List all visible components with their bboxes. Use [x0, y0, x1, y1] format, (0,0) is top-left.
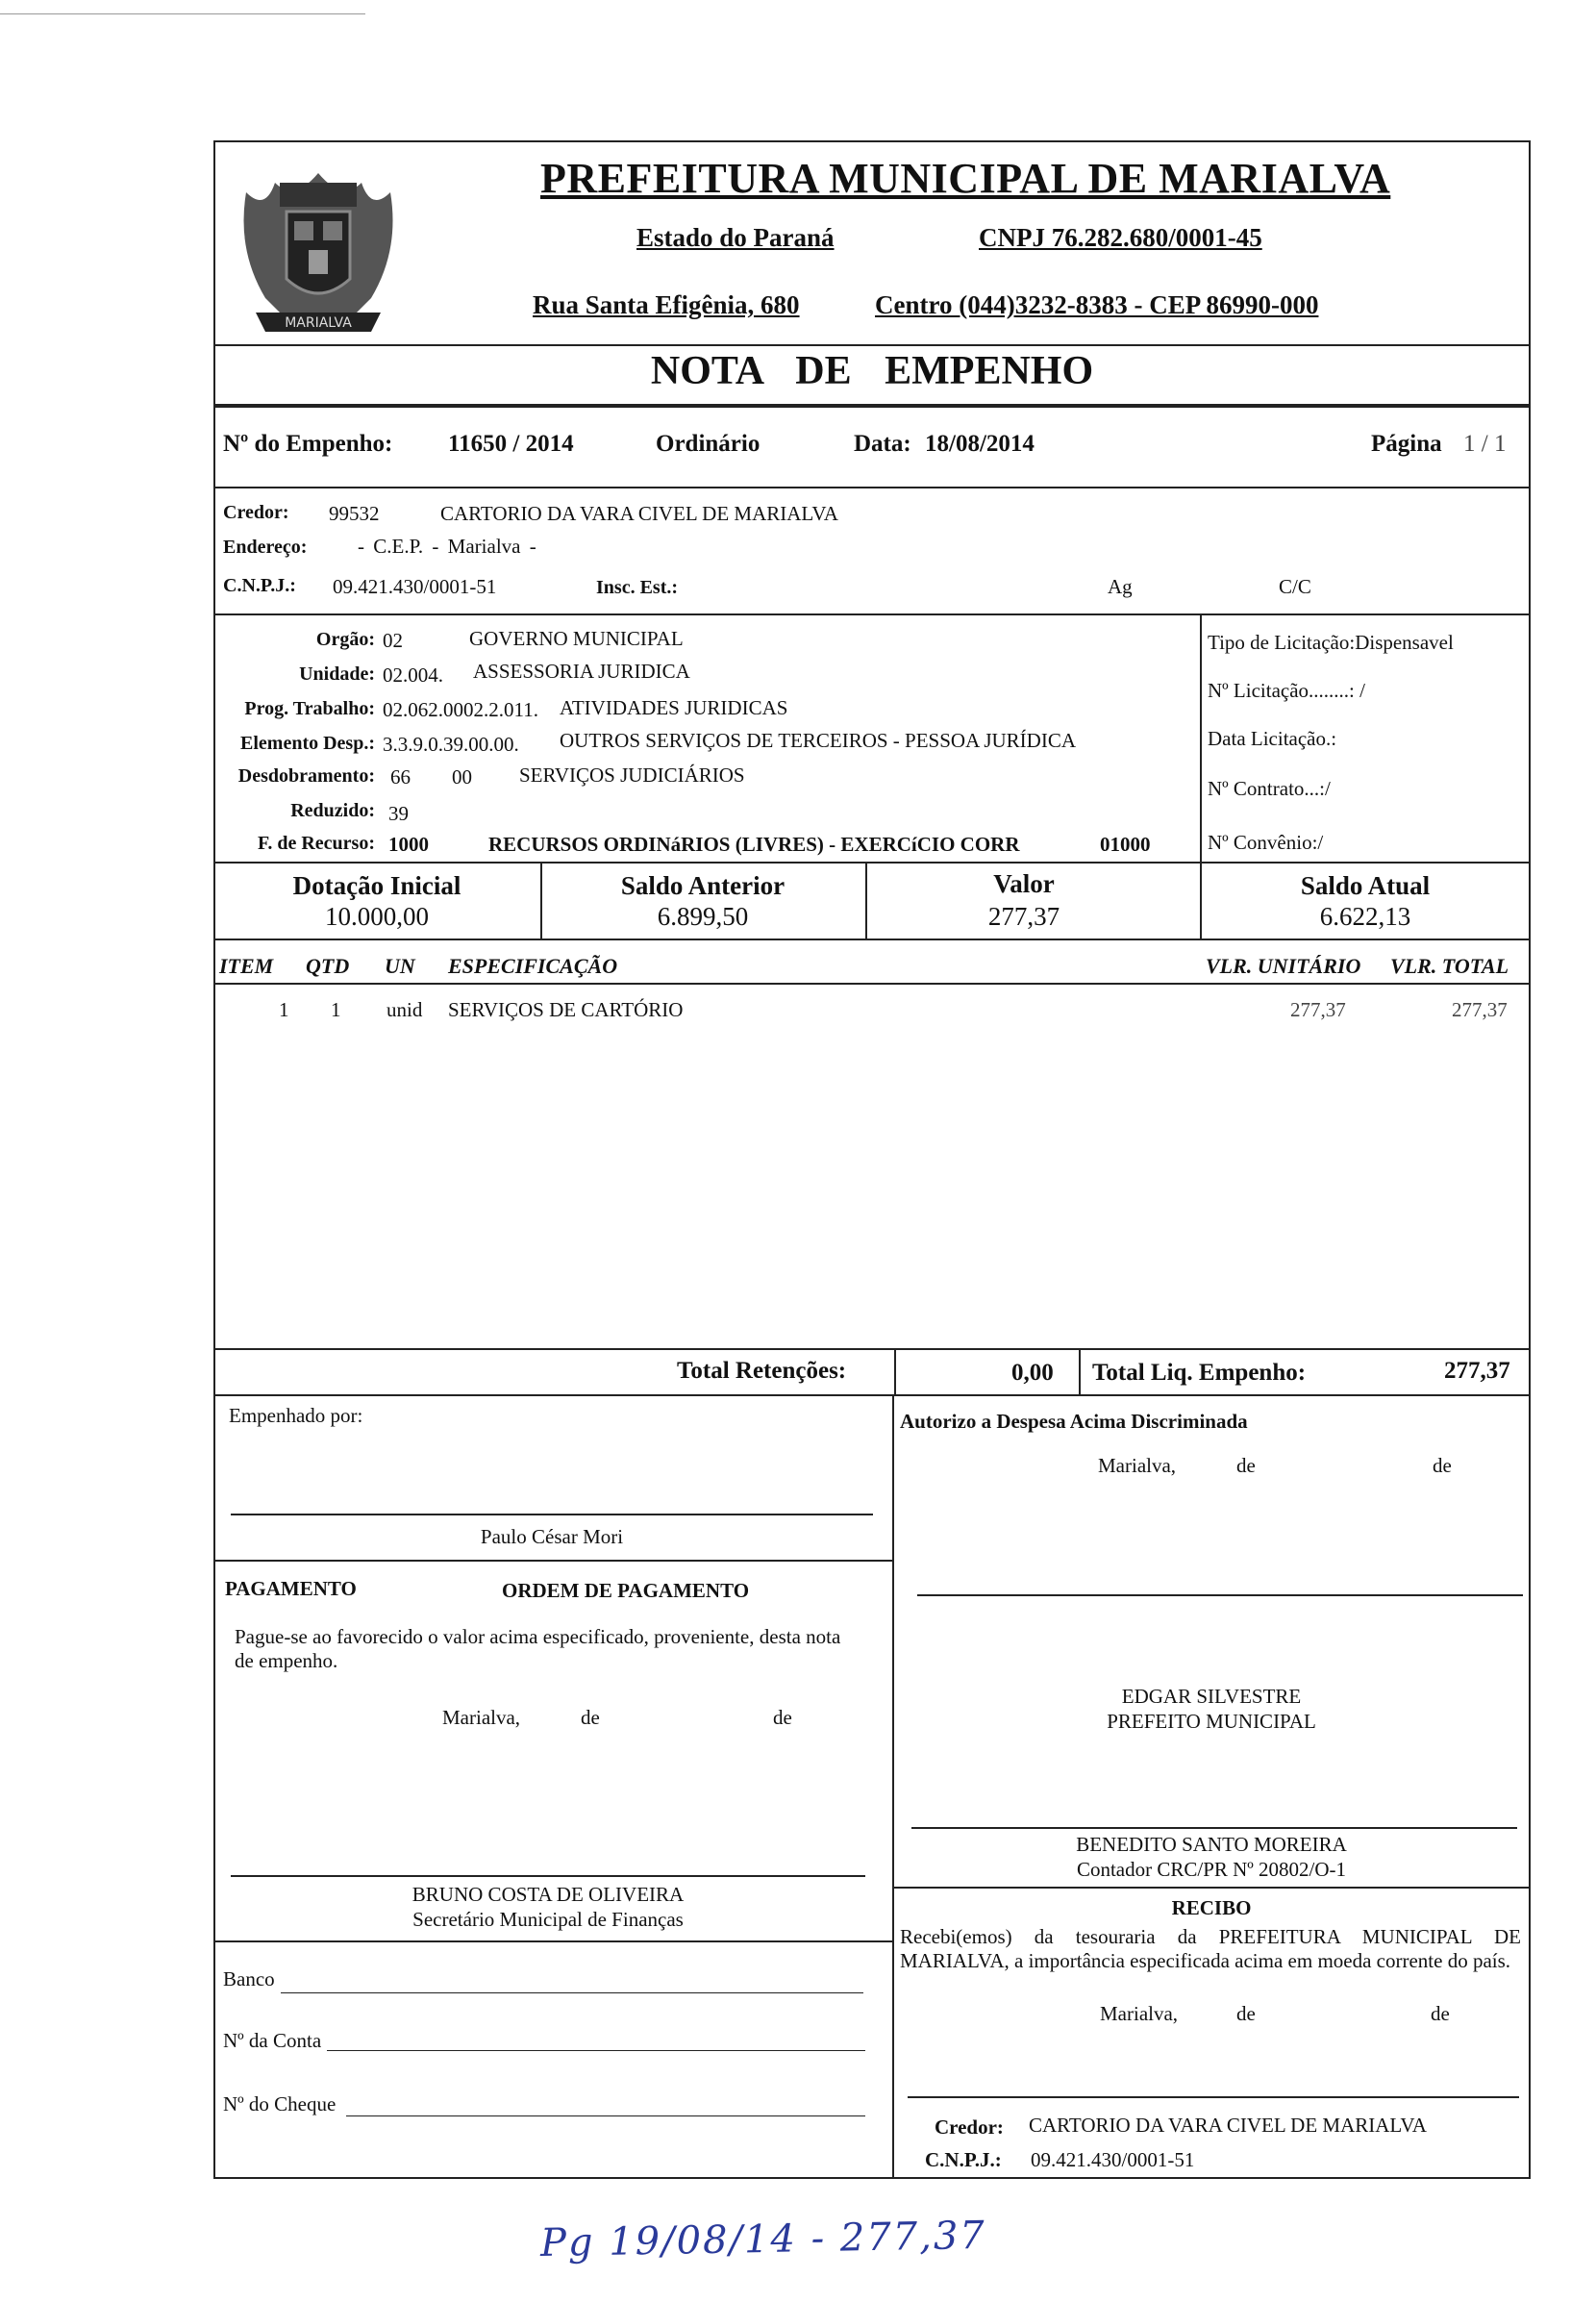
- orgao-label: Orgão:: [315, 629, 375, 650]
- divider: [892, 1887, 1531, 1889]
- divider: [213, 1394, 1531, 1396]
- divider: [1200, 613, 1202, 862]
- signature-line: [231, 1514, 873, 1515]
- recibo-credor: CARTORIO DA VARA CIVEL DE MARIALVA: [1029, 2114, 1427, 2137]
- autorizo-de2: de: [1433, 1454, 1452, 1477]
- divider: [213, 1940, 892, 1942]
- fonte-label: F. de Recurso:: [257, 833, 375, 854]
- desd-code2: 00: [452, 765, 472, 789]
- prog-name: ATIVIDADES JURIDICAS: [560, 696, 788, 719]
- reduzido-code: 39: [388, 802, 409, 825]
- empenhado-nome: Paulo César Mori: [480, 1525, 624, 1548]
- pagamento-texto: Pague-se ao favorecido o valor acima especificado, proveniente, desta nota de empenho.: [235, 1625, 841, 1673]
- orgao-code: 02: [383, 629, 403, 652]
- scan-line: [0, 13, 365, 14]
- dotacao-value: 10.000,00: [325, 902, 429, 931]
- insc-label: Insc. Est.:: [596, 577, 679, 598]
- recibo-texto: Recebi(emos) da tesouraria da PREFEITURA MUNICIPAL DE MARIALVA, a importância especificada acima em moeda corrente do país.: [900, 1925, 1521, 1973]
- convenio: Nº Convênio:/: [1208, 831, 1324, 854]
- fonte-code2: 01000: [1100, 833, 1151, 856]
- svg-text:MARIALVA: MARIALVA: [285, 315, 352, 331]
- valor-value: 277,37: [987, 902, 1060, 931]
- divider: [213, 1560, 892, 1562]
- col-vlr-unit: VLR. UNITÁRIO: [1206, 954, 1361, 978]
- contador-nome: BENEDITO SANTO MOREIRA: [1076, 1833, 1347, 1856]
- ag-label: Ag: [1108, 575, 1133, 598]
- divider: [213, 862, 1531, 864]
- address: Rua Santa Efigênia, 680: [533, 290, 800, 319]
- desd-label: Desdobramento:: [237, 765, 375, 787]
- cc-label: C/C: [1279, 575, 1311, 598]
- table-row-vlr-total: 277,37: [1452, 998, 1508, 1021]
- valor-label: Valor: [993, 869, 1055, 898]
- signature-line: [917, 1594, 1523, 1596]
- empenho-number: 11650 / 2014: [448, 431, 574, 457]
- empenhado-por-label: Empenhado por:: [229, 1404, 363, 1427]
- table-row-espec: SERVIÇOS DE CARTÓRIO: [448, 998, 684, 1021]
- empenho-number-label: Nº do Empenho:: [223, 431, 393, 457]
- retencoes-label: Total Retenções:: [677, 1358, 847, 1384]
- retencoes-value: 0,00: [1011, 1360, 1054, 1386]
- endereco-label: Endereço:: [223, 537, 308, 558]
- divider: [213, 1348, 1531, 1350]
- recibo-title: RECIBO: [1171, 1896, 1252, 1919]
- col-espec: ESPECIFICAÇÃO: [448, 954, 618, 978]
- credor-code: 99532: [329, 502, 380, 525]
- data-licitacao: Data Licitação.:: [1208, 727, 1337, 750]
- page-title: PREFEITURA MUNICIPAL DE MARIALVA: [540, 155, 1391, 202]
- divider: [213, 487, 1531, 488]
- divider: [213, 983, 1531, 985]
- unidade-label: Unidade:: [299, 663, 375, 685]
- divider: [892, 1394, 894, 2179]
- col-un: UN: [385, 954, 415, 978]
- divider: [213, 939, 1531, 940]
- secretario-nome: BRUNO COSTA DE OLIVEIRA: [411, 1883, 685, 1906]
- credor-label: Credor:: [223, 502, 289, 523]
- pagamento-de2: de: [773, 1706, 792, 1729]
- pagamento-de1: de: [581, 1706, 600, 1729]
- unidade-code: 02.004.: [383, 663, 443, 687]
- banco-field[interactable]: [281, 1992, 863, 1993]
- atual-value: 6.622,13: [1319, 902, 1411, 931]
- prefeito-nome: EDGAR SILVESTRE: [1121, 1685, 1302, 1708]
- cheque-field[interactable]: [346, 2115, 865, 2116]
- banco-label: Banco: [223, 1967, 275, 1990]
- page-label: Página: [1371, 431, 1442, 457]
- coat-of-arms-seal: [227, 154, 410, 346]
- unidade-name: ASSESSORIA JURIDICA: [473, 660, 690, 683]
- date: 18/08/2014: [925, 431, 1035, 457]
- autorizo-de1: de: [1236, 1454, 1256, 1477]
- credor-cnpj: 09.421.430/0001-51: [333, 575, 497, 598]
- contador-cargo: Contador CRC/PR Nº 20802/O-1: [1076, 1858, 1347, 1881]
- doc-title: NOTA DE EMPENHO: [650, 349, 1094, 393]
- table-row-vlr-unit: 277,37: [1290, 998, 1346, 1021]
- recibo-de1: de: [1236, 2002, 1256, 2025]
- prog-label: Prog. Trabalho:: [244, 698, 375, 719]
- recibo-cnpj: 09.421.430/0001-51: [1031, 2148, 1195, 2171]
- divider: [213, 344, 1531, 346]
- recibo-cnpj-label: C.N.P.J.:: [925, 2148, 1002, 2171]
- prefeito-cargo: PREFEITO MUNICIPAL: [1107, 1710, 1316, 1733]
- prog-code: 02.062.0002.2.011.: [383, 698, 538, 721]
- anterior-label: Saldo Anterior: [620, 871, 786, 900]
- desd-name: SERVIÇOS JUDICIÁRIOS: [519, 763, 745, 787]
- orgao-name: GOVERNO MUNICIPAL: [469, 627, 684, 650]
- cheque-label: Nº do Cheque: [223, 2092, 337, 2115]
- pagamento-label: PAGAMENTO: [225, 1577, 357, 1600]
- divider: [894, 1348, 896, 1394]
- date-label: Data:: [854, 431, 911, 457]
- reduzido-label: Reduzido:: [290, 800, 375, 821]
- numero-licitacao: Nº Licitação........: /: [1208, 679, 1365, 702]
- elem-name: OUTROS SERVIÇOS DE TERCEIROS - PESSOA JURÍDICA: [560, 729, 1077, 752]
- col-item: ITEM: [219, 954, 274, 978]
- divider: [1079, 1348, 1081, 1394]
- tipo-licitacao: Tipo de Licitação:Dispensavel: [1208, 631, 1454, 654]
- divider: [213, 404, 1531, 408]
- anterior-value: 6.899,50: [657, 902, 749, 931]
- elem-code: 3.3.9.0.39.00.00.: [383, 733, 519, 756]
- signature-line: [231, 1875, 865, 1877]
- empenho-type: Ordinário: [656, 431, 761, 457]
- page-number: 1 / 1: [1463, 431, 1507, 457]
- credor-name: CARTORIO DA VARA CIVEL DE MARIALVA: [440, 502, 838, 525]
- cnpj-label: C.N.P.J.:: [223, 575, 296, 596]
- conta-label: Nº da Conta: [223, 2029, 322, 2052]
- recibo-de2: de: [1431, 2002, 1450, 2025]
- dotacao-label: Dotação Inicial: [292, 871, 461, 900]
- cnpj-header: CNPJ 76.282.680/0001-45: [979, 223, 1262, 252]
- contrato: Nº Contrato...:/: [1208, 777, 1331, 800]
- fonte-name: RECURSOS ORDINáRIOS (LIVRES) - EXERCíCIO CORR: [488, 833, 1020, 856]
- table-row-un: unid: [387, 998, 423, 1021]
- col-vlr-total: VLR. TOTAL: [1390, 954, 1509, 978]
- liq-label: Total Liq. Empenho:: [1092, 1360, 1307, 1386]
- divider: [213, 613, 1531, 615]
- ordem-pagamento: ORDEM DE PAGAMENTO: [502, 1579, 750, 1602]
- secretario-cargo: Secretário Municipal de Finanças: [412, 1908, 684, 1931]
- elem-label: Elemento Desp.:: [240, 733, 375, 754]
- table-row-item: 1: [279, 998, 289, 1021]
- desd-code: 66: [390, 765, 411, 789]
- pagamento-city: Marialva,: [442, 1706, 521, 1729]
- atual-label: Saldo Atual: [1300, 871, 1431, 900]
- fonte-code: 1000: [388, 833, 429, 856]
- address2: Centro (044)3232-8383 - CEP 86990-000: [875, 290, 1319, 319]
- recibo-city: Marialva,: [1100, 2002, 1179, 2025]
- signature-line: [908, 2096, 1519, 2098]
- state: Estado do Paraná: [636, 223, 835, 252]
- autorizo-city: Marialva,: [1098, 1454, 1177, 1477]
- conta-field[interactable]: [327, 2050, 865, 2051]
- signature-line: [911, 1827, 1517, 1829]
- autorizo-label: Autorizo a Despesa Acima Discriminada: [900, 1410, 1248, 1433]
- liq-value: 277,37: [1444, 1358, 1510, 1384]
- recibo-credor-label: Credor:: [935, 2115, 1004, 2139]
- endereco: - C.E.P. - Marialva -: [358, 535, 536, 558]
- handwritten-annotation: Pg 19/08/14 - 277,37: [539, 2213, 987, 2266]
- table-row-qtd: 1: [331, 998, 341, 1021]
- col-qtd: QTD: [306, 954, 350, 978]
